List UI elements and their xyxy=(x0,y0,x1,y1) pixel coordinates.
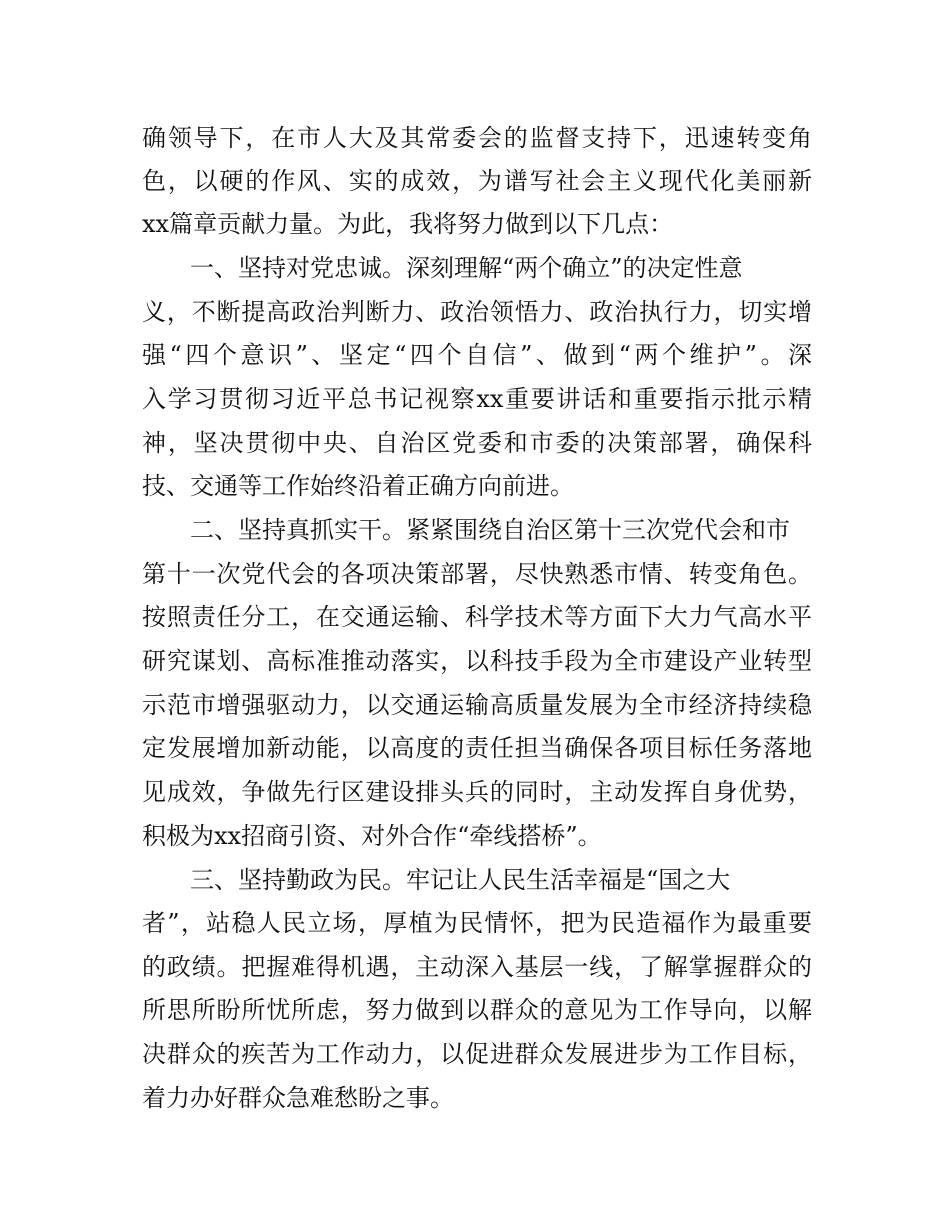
text-line: xx篇章贡献力量。为此，我将努力做到以下几点： xyxy=(142,210,674,238)
text-line: 入学习贯彻习近平总书记视察xx重要讲话和重要指示批示精 xyxy=(142,385,812,413)
text-line: 义，不断提高政治判断力、政治领悟力、政治执行力，切实增 xyxy=(142,298,812,326)
text-line: 定发展增加新动能，以高度的责任担当确保各项目标任务落地 xyxy=(142,734,812,762)
text-line: 第十一次党代会的各项决策部署，尽快熟悉市情、转变角色。 xyxy=(142,560,812,588)
text-line: 示范市增强驱动力，以交通运输高质量发展为全市经济持续稳 xyxy=(142,691,812,719)
text-line: 决群众的疾苦为工作动力，以促进群众发展进步为工作目标， xyxy=(142,1040,812,1068)
paragraph-heading-line: 一、坚持对党忠诚。深刻理解“两个确立”的决定性意 xyxy=(190,254,743,282)
text-line: 所思所盼所忧所虑，努力做到以群众的意见为工作导向，以解 xyxy=(142,996,812,1024)
text-line: 者”，站稳人民立场，厚植为民情怀，把为民造福作为最重要 xyxy=(142,909,812,937)
text-line: 神，坚决贯彻中央、自治区党委和市委的决策部署，确保科 xyxy=(142,429,812,457)
text-line: 的政绩。把握难得机遇，主动深入基层一线，了解掌握群众的 xyxy=(142,953,812,981)
text-line: 确领导下，在市人大及其常委会的监督支持下，迅速转变角 xyxy=(142,124,812,152)
text-line: 强“四个意识”、坚定“四个自信”、做到“两个维护”。深 xyxy=(142,341,812,369)
text-line: 技、交通等工作始终沿着正确方向前进。 xyxy=(142,472,574,500)
text-line: 按照责任分工，在交通运输、科学技术等方面下大力气高水平 xyxy=(142,603,812,631)
text-line: 色，以硬的作风、实的成效，为谱写社会主义现代化美丽新 xyxy=(142,167,812,195)
text-line: 研究谋划、高标准推动落实，以科技手段为全市建设产业转型 xyxy=(142,647,812,675)
text-line: 着力办好群众急难愁盼之事。 xyxy=(142,1084,454,1112)
text-line: 积极为xx招商引资、对外合作“牵线搭桥”。 xyxy=(142,822,602,850)
paragraph-heading-line: 三、坚持勤政为民。牢记让人民生活幸福是“国之大 xyxy=(190,866,731,894)
text-line: 见成效，争做先行区建设排头兵的同时，主动发挥自身优势， xyxy=(142,778,812,806)
paragraph-heading-line: 二、坚持真抓实干。紧紧围绕自治区第十三次党代会和市 xyxy=(190,516,790,544)
